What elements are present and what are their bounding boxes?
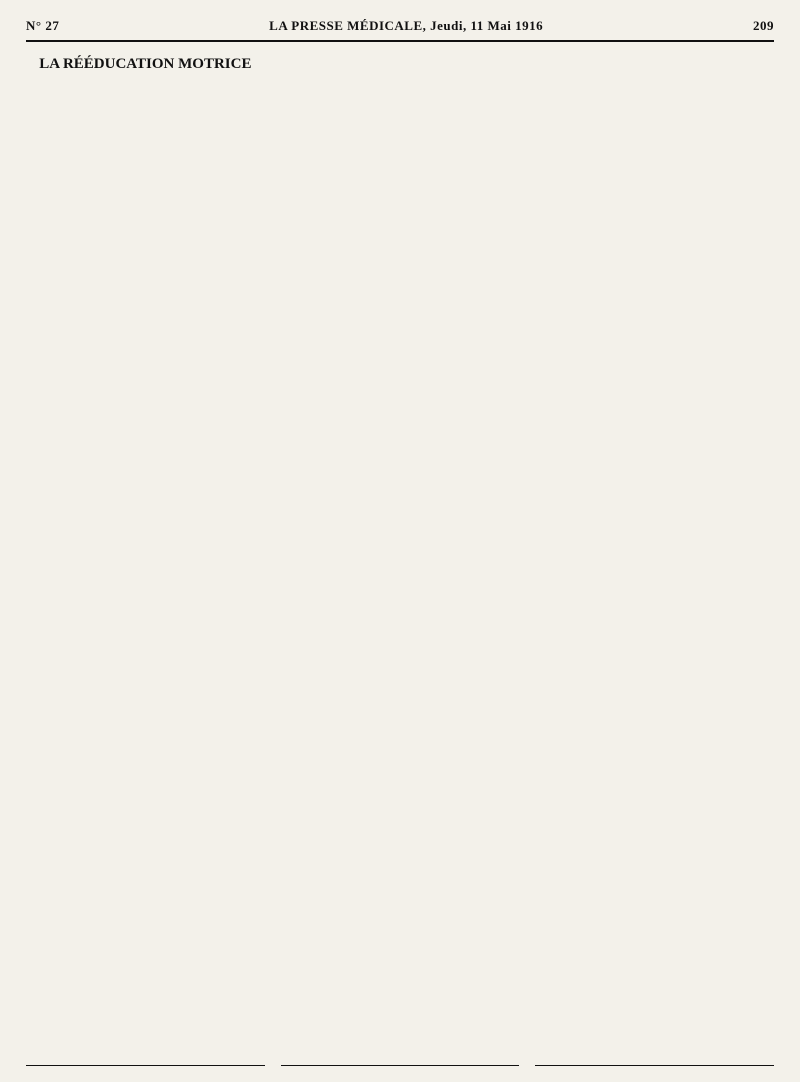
text-columns (26, 54, 774, 1070)
column-3 (535, 54, 774, 1070)
article-title: LA RÉÉDUCATION MOTRICE (39, 56, 252, 72)
publication-line: LA PRESSE MÉDICALE, Jeudi, 11 Mai 1916 (269, 18, 544, 33)
column-1 (26, 54, 265, 1070)
page-number: 209 (753, 18, 774, 33)
column-spacer (281, 89, 520, 1065)
issue-number: N° 27 (26, 18, 60, 33)
footnote (281, 1065, 520, 1070)
column-spacer (26, 122, 265, 1065)
article-title-block (26, 54, 265, 77)
footnote (26, 1065, 265, 1070)
column-spacer (535, 89, 774, 1065)
page-header (26, 18, 774, 42)
footnote (535, 1065, 774, 1070)
column-2 (281, 54, 520, 1070)
